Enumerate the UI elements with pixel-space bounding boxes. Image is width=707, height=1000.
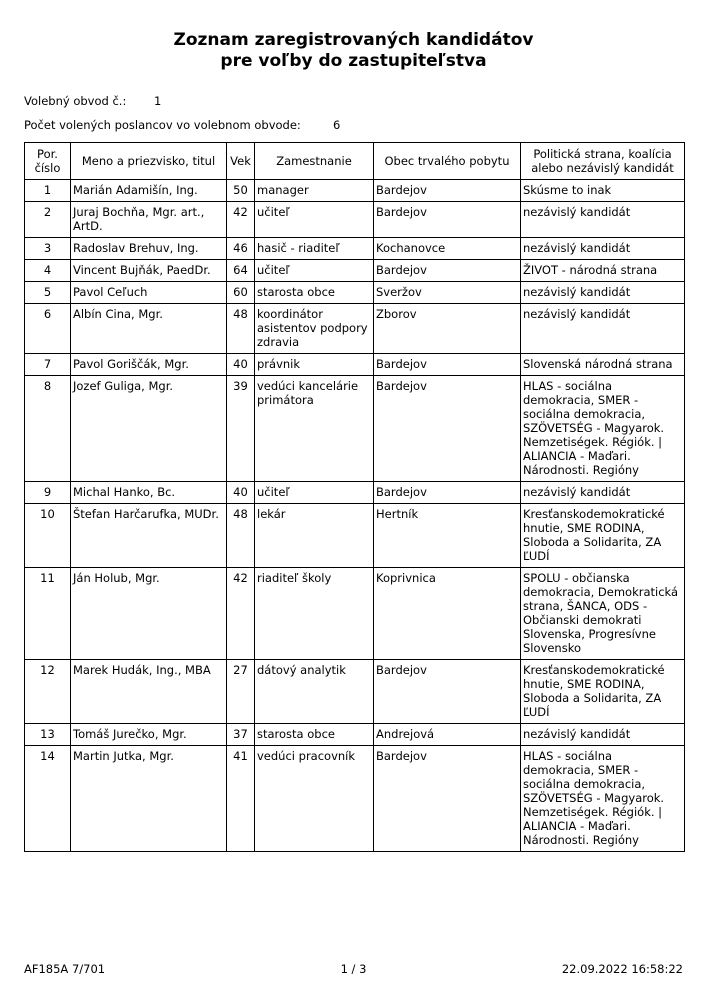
cell-occupation: koordinátor asistentov podpory zdravia <box>255 304 374 354</box>
table-row <box>25 354 685 376</box>
cell-name: Marek Hudák, Ing., MBA <box>71 660 227 724</box>
cell-age: 48 <box>227 304 255 354</box>
cell-age: 42 <box>227 202 255 238</box>
table-row <box>25 376 685 482</box>
cell-name: Juraj Bochňa, Mgr. art., ArtD. <box>71 202 227 238</box>
cell-residence: Sveržov <box>374 282 521 304</box>
header-occupation: Zamestnanie <box>255 143 374 180</box>
cell-age: 48 <box>227 504 255 568</box>
cell-party: nezávislý kandidát <box>521 482 685 504</box>
cell-age: 37 <box>227 724 255 746</box>
cell-occupation: vedúci kancelárie primátora <box>255 376 374 482</box>
cell-number: 5 <box>25 282 71 304</box>
district-label: Volebný obvod č.: <box>24 94 127 108</box>
page-title <box>0 30 707 72</box>
table-row <box>25 482 685 504</box>
cell-residence: Kochanovce <box>374 238 521 260</box>
cell-number: 3 <box>25 238 71 260</box>
cell-name: Tomáš Jurečko, Mgr. <box>71 724 227 746</box>
cell-party: nezávislý kandidát <box>521 238 685 260</box>
cell-party: nezávislý kandidát <box>521 282 685 304</box>
cell-party: ŽIVOT - národná strana <box>521 260 685 282</box>
cell-age: 60 <box>227 282 255 304</box>
cell-residence: Andrejová <box>374 724 521 746</box>
cell-occupation: učiteľ <box>255 260 374 282</box>
table-row <box>25 238 685 260</box>
cell-name: Marián Adamišín, Ing. <box>71 180 227 202</box>
cell-residence: Bardejov <box>374 376 521 482</box>
cell-party: nezávislý kandidát <box>521 304 685 354</box>
cell-number: 13 <box>25 724 71 746</box>
cell-residence: Bardejov <box>374 354 521 376</box>
cell-occupation: učiteľ <box>255 202 374 238</box>
footer-document-code: AF185A 7/701 <box>24 962 106 976</box>
district-info <box>24 94 162 108</box>
cell-residence: Zborov <box>374 304 521 354</box>
cell-residence: Bardejov <box>374 202 521 238</box>
cell-party: Kresťanskodemokratické hnutie, SME RODINA, Sloboda a Solidarita, ZA ĽUDÍ <box>521 504 685 568</box>
cell-occupation: vedúci pracovník <box>255 746 374 852</box>
table-row <box>25 504 685 568</box>
cell-age: 50 <box>227 180 255 202</box>
cell-party: Skúsme to inak <box>521 180 685 202</box>
title-line-1: Zoznam zaregistrovaných kandidátov <box>173 30 534 50</box>
cell-name: Jozef Guliga, Mgr. <box>71 376 227 482</box>
cell-number: 11 <box>25 568 71 660</box>
table-row <box>25 304 685 354</box>
cell-number: 1 <box>25 180 71 202</box>
cell-number: 2 <box>25 202 71 238</box>
cell-occupation: starosta obce <box>255 724 374 746</box>
cell-party: SPOLU - občianska demokracia, Demokratická strana, ŠANCA, ODS - Občianski demokrati Slovenska, Progresívne Slovensko <box>521 568 685 660</box>
footer-page-number: 1 / 3 <box>340 962 367 976</box>
table-row <box>25 180 685 202</box>
cell-occupation: dátový analytik <box>255 660 374 724</box>
seats-label: Počet volených poslancov vo volebnom obvode: <box>24 118 301 132</box>
header-age: Vek <box>227 143 255 180</box>
cell-residence: Hertník <box>374 504 521 568</box>
cell-age: 41 <box>227 746 255 852</box>
table-row <box>25 660 685 724</box>
cell-party: Kresťanskodemokratické hnutie, SME RODINA, Sloboda a Solidarita, ZA ĽUDÍ <box>521 660 685 724</box>
table-header-row <box>25 143 685 180</box>
cell-residence: Koprivnica <box>374 568 521 660</box>
title-line-2: pre voľby do zastupiteľstva <box>220 51 487 71</box>
seats-value: 6 <box>333 118 341 132</box>
cell-occupation: starosta obce <box>255 282 374 304</box>
cell-age: 40 <box>227 482 255 504</box>
cell-occupation: riaditeľ školy <box>255 568 374 660</box>
seats-info <box>24 118 341 132</box>
table-row <box>25 746 685 852</box>
cell-occupation: hasič - riaditeľ <box>255 238 374 260</box>
cell-name: Pavol Ceľuch <box>71 282 227 304</box>
cell-name: Albín Cina, Mgr. <box>71 304 227 354</box>
cell-occupation: manager <box>255 180 374 202</box>
header-party: Politická strana, koalícia alebo nezávislý kandidát <box>521 143 685 180</box>
cell-number: 9 <box>25 482 71 504</box>
cell-age: 64 <box>227 260 255 282</box>
header-number: Por. číslo <box>25 143 71 180</box>
table-row <box>25 202 685 238</box>
cell-occupation: učiteľ <box>255 482 374 504</box>
cell-party: nezávislý kandidát <box>521 202 685 238</box>
cell-residence: Bardejov <box>374 482 521 504</box>
cell-residence: Bardejov <box>374 746 521 852</box>
cell-name: Martin Jutka, Mgr. <box>71 746 227 852</box>
table-row <box>25 568 685 660</box>
cell-residence: Bardejov <box>374 660 521 724</box>
cell-residence: Bardejov <box>374 180 521 202</box>
cell-name: Štefan Harčarufka, MUDr. <box>71 504 227 568</box>
cell-party: HLAS - sociálna demokracia, SMER - sociálna demokracia, SZÖVETSÉG - Magyarok. Nemzetiségek. Régiók. | ALIANCIA - Maďari. Národnosti. Regióny <box>521 376 685 482</box>
table-row <box>25 724 685 746</box>
cell-number: 6 <box>25 304 71 354</box>
cell-party: nezávislý kandidát <box>521 724 685 746</box>
cell-age: 46 <box>227 238 255 260</box>
cell-number: 7 <box>25 354 71 376</box>
cell-name: Vincent Bujňák, PaedDr. <box>71 260 227 282</box>
cell-party: HLAS - sociálna demokracia, SMER - sociálna demokracia, SZÖVETSÉG - Magyarok. Nemzetiségek. Régiók. | ALIANCIA - Maďari. Národnosti. Regióny <box>521 746 685 852</box>
cell-party: Slovenská národná strana <box>521 354 685 376</box>
cell-occupation: právnik <box>255 354 374 376</box>
cell-name: Radoslav Brehuv, Ing. <box>71 238 227 260</box>
header-residence: Obec trvalého pobytu <box>374 143 521 180</box>
cell-age: 40 <box>227 354 255 376</box>
cell-name: Pavol Goriščák, Mgr. <box>71 354 227 376</box>
cell-name: Ján Holub, Mgr. <box>71 568 227 660</box>
cell-age: 27 <box>227 660 255 724</box>
cell-number: 8 <box>25 376 71 482</box>
header-name: Meno a priezvisko, titul <box>71 143 227 180</box>
cell-age: 39 <box>227 376 255 482</box>
district-value: 1 <box>154 94 162 108</box>
cell-age: 42 <box>227 568 255 660</box>
cell-name: Michal Hanko, Bc. <box>71 482 227 504</box>
cell-number: 14 <box>25 746 71 852</box>
candidates-table <box>24 142 685 852</box>
cell-occupation: lekár <box>255 504 374 568</box>
cell-residence: Bardejov <box>374 260 521 282</box>
table-row <box>25 282 685 304</box>
footer-timestamp: 22.09.2022 16:58:22 <box>561 962 683 976</box>
cell-number: 12 <box>25 660 71 724</box>
cell-number: 4 <box>25 260 71 282</box>
cell-number: 10 <box>25 504 71 568</box>
table-row <box>25 260 685 282</box>
